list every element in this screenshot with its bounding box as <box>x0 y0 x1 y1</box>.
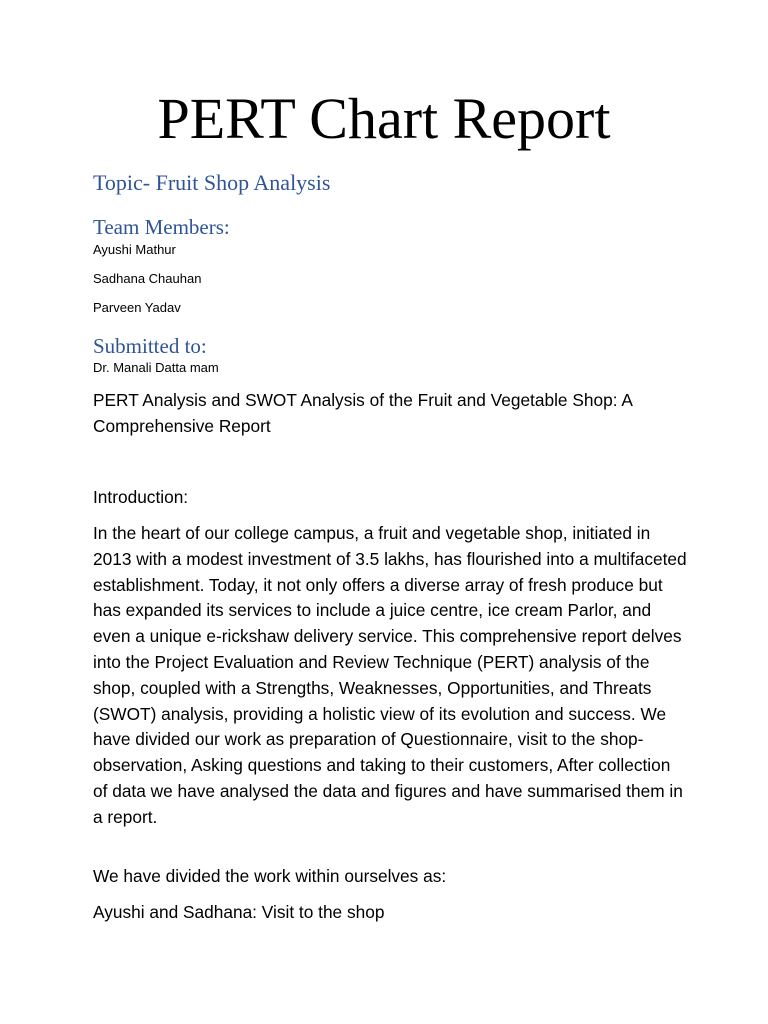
team-member: Sadhana Chauhan <box>93 271 202 286</box>
team-member: Parveen Yadav <box>93 300 181 315</box>
topic-heading: Topic- Fruit Shop Analysis <box>93 170 331 195</box>
introduction-paragraph: In the heart of our college campus, a fruit and vegetable shop, initiated in 2013 with a modest investment of 3.5 lakhs, has flourished into a multifaceted establishment. Today, it not only offers a diverse array of fresh produce but has expanded its services to include a juice centre, ice cream Parlor, and even a unique e-rickshaw delivery service. This comprehensive report delves into the Project Evaluation and Review Technique (PERT) analysis of the shop, coupled with a Strengths, Weaknesses, Opportunities, and Threats (SWOT) analysis, providing a holistic view of its evolution and success. We have divided our work as preparation of Questionnaire, visit to the shop-observation, Asking questions and taking to their customers, After collection of data we have analysed the data and figures and have summarised them in a report. <box>93 523 687 827</box>
submitted-to-heading: Submitted to: <box>93 334 207 358</box>
submitted-to-name: Dr. Manali Datta mam <box>93 360 219 375</box>
work-division-intro: We have divided the work within ourselves as: <box>93 866 447 886</box>
work-assignment-line: Ayushi and Sadhana: Visit to the shop <box>93 902 385 922</box>
team-members-heading: Team Members: <box>93 215 230 239</box>
team-member: Ayushi Mathur <box>93 242 176 257</box>
introduction-label: Introduction: <box>93 487 189 507</box>
document-title: PERT Chart Report <box>157 86 611 151</box>
report-title: PERT Analysis and SWOT Analysis of the Fruit and Vegetable Shop: A Comprehensive Report <box>93 390 632 436</box>
